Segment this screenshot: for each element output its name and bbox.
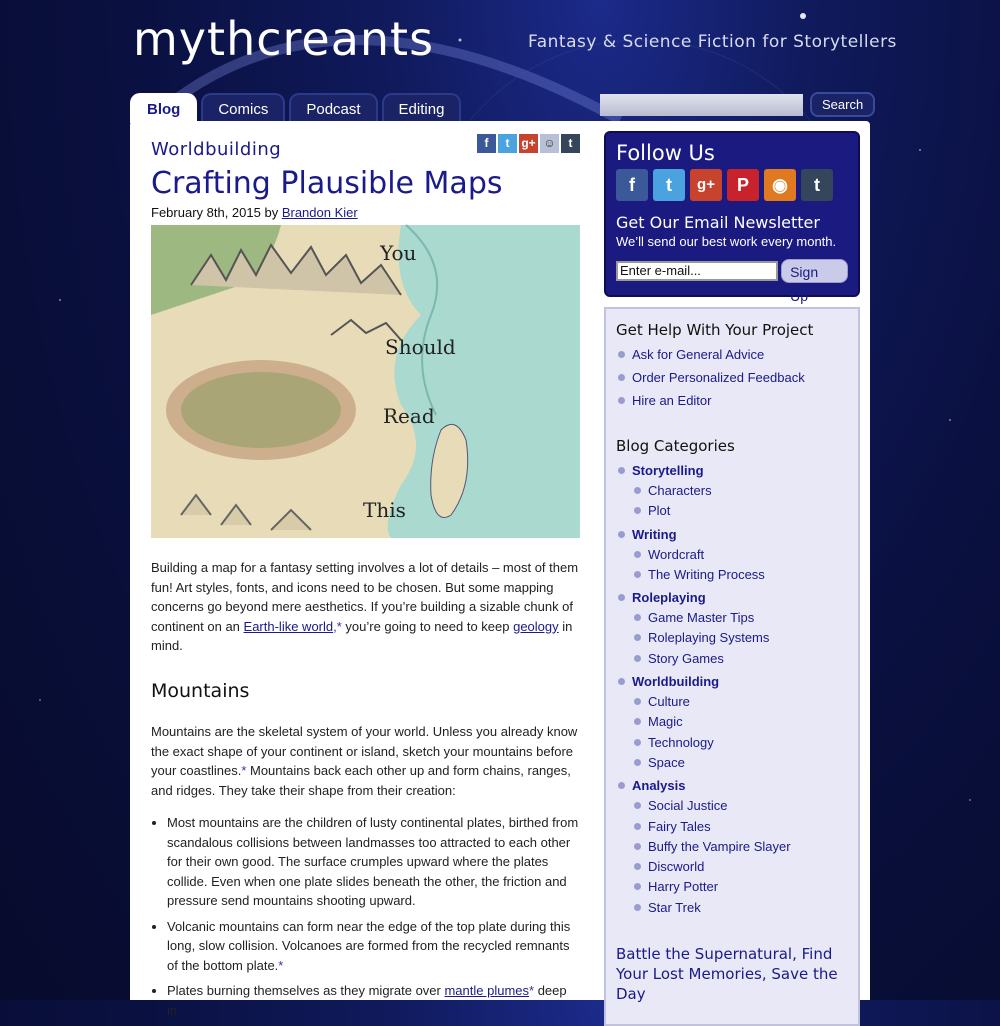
tumblr-icon[interactable]: t <box>561 134 580 153</box>
categories-list <box>616 461 848 918</box>
list-item-text: Plates burning themselves as they migrate over <box>167 983 445 998</box>
help-link[interactable]: Ask for General Advice <box>616 345 848 365</box>
footnote-ref[interactable]: * <box>241 763 247 778</box>
social-icons <box>616 169 848 201</box>
intro-text: in mind. <box>151 618 573 653</box>
subcategory-item[interactable]: Culture <box>616 692 848 712</box>
help-title: Get Help With Your Project <box>616 321 814 339</box>
earth-like-world-link[interactable]: Earth-like world <box>243 618 334 634</box>
follow-us-box <box>604 131 860 304</box>
main-nav-tabs <box>130 93 461 123</box>
facebook-icon[interactable]: f <box>616 169 648 201</box>
help-link[interactable]: Order Personalized Feedback <box>616 368 848 388</box>
site-header <box>0 0 1000 125</box>
author-link[interactable]: Brandon Kier <box>281 205 358 220</box>
map-word: Read <box>383 404 435 428</box>
category-worldbuilding[interactable]: Worldbuilding <box>616 672 848 692</box>
subcategory-item[interactable]: Harry Potter <box>616 877 848 897</box>
search-input[interactable] <box>600 94 803 116</box>
intro-paragraph <box>151 558 580 656</box>
tab-editing[interactable]: Editing <box>382 93 462 123</box>
post-body <box>151 558 580 1020</box>
promo-title[interactable]: Battle the Supernatural, Find Your Lost Memories, Save the Day <box>616 945 838 1004</box>
google-plus-icon[interactable]: g+ <box>690 169 722 201</box>
google-plus-icon[interactable]: g+ <box>519 134 538 153</box>
page-content <box>130 121 870 1018</box>
article <box>151 131 580 1026</box>
subcategory-item[interactable]: Discworld <box>616 857 848 877</box>
newsletter-text: We’ll send our best work every month. <box>616 234 837 249</box>
newsletter-form <box>616 259 848 304</box>
signup-button[interactable]: Sign Up <box>781 259 848 283</box>
subcategory-item[interactable]: Technology <box>616 733 848 753</box>
subcategory-item[interactable]: Fairy Tales <box>616 817 848 837</box>
twitter-icon[interactable]: t <box>498 134 517 153</box>
list-item-text: Volcanic mountains can form near the edge of the top plate during this long, slow collision. Volcanoes are formed from the recycled remnants of the bottom plate. <box>167 918 571 973</box>
site-logo[interactable]: mythcreants <box>133 12 435 66</box>
help-link[interactable]: Hire an Editor <box>616 391 848 411</box>
post-category[interactable]: Worldbuilding <box>151 139 282 160</box>
reddit-icon[interactable]: ☺ <box>540 134 559 153</box>
fantasy-map-image <box>151 225 580 538</box>
subcategory-item[interactable]: Space <box>616 753 848 773</box>
rss-icon[interactable]: ◉ <box>764 169 796 201</box>
list-item <box>167 917 580 976</box>
subcategory-item[interactable]: Game Master Tips <box>616 608 848 628</box>
email-input[interactable]: Enter e-mail... <box>616 261 778 281</box>
subcategory-item[interactable]: Story Games <box>616 649 848 669</box>
footnote-ref[interactable]: ,* <box>333 618 342 634</box>
subcategory-item[interactable]: Buffy the Vampire Slayer <box>616 837 848 857</box>
category-writing[interactable]: Writing <box>616 525 848 545</box>
mountains-text: Mountains are the skeletal system of your world. Unless you already know the exact shape of your continent or island, sketch your mountains before your coastlines. <box>151 724 578 778</box>
subcategory-item[interactable]: Roleplaying Systems <box>616 628 848 648</box>
facebook-icon[interactable]: f <box>477 134 496 153</box>
list-item-text: deep in <box>167 983 567 1018</box>
tab-comics[interactable]: Comics <box>201 93 285 123</box>
subcategory-item[interactable]: Social Justice <box>616 796 848 816</box>
geology-link[interactable]: geology <box>513 618 559 634</box>
categories-title: Blog Categories <box>616 437 735 455</box>
subcategory-item[interactable]: Star Trek <box>616 898 848 918</box>
map-word: Should <box>385 335 456 359</box>
intro-text: you’re going to need to keep <box>341 618 514 634</box>
mantle-plumes-link[interactable]: mantle plumes <box>444 983 530 998</box>
twitter-icon[interactable]: t <box>653 169 685 201</box>
subcategory-item[interactable]: Plot <box>616 501 848 521</box>
tumblr-icon[interactable]: t <box>801 169 833 201</box>
site-tagline: Fantasy & Science Fiction for Storytellers <box>528 32 897 52</box>
tab-blog[interactable]: Blog <box>130 93 197 123</box>
subcategory-item[interactable]: The Writing Process <box>616 565 848 585</box>
intro-text: Building a map for a fantasy setting involves a lot of details – most of them fun! Art styles, fonts, and icons need to be chosen. But some mapping concerns go beyond mere aesthetics. If you’re building a sizable chunk of continent on an <box>151 560 579 634</box>
subcategory-item[interactable]: Characters <box>616 481 848 501</box>
map-word: This <box>363 498 406 522</box>
footnote-ref[interactable]: * <box>278 957 284 973</box>
map-illustration <box>151 225 580 538</box>
section-heading-mountains: Mountains <box>151 679 250 702</box>
mountains-text: Mountains back each other up and form chains, ranges, and ridges. They take their shape from their creation: <box>151 763 571 798</box>
mountain-types-list <box>151 813 580 1020</box>
post-meta <box>151 205 580 220</box>
list-item: • Most mountains are the children of lusty continental plates, birthed from scandalous collisions between landmasses too attracted to each other for their own good. The surface crumples upward where the plates collide. Even when one plate slides beneath the other, the friction and pressure send mountains shooting upward. <box>167 813 580 911</box>
newsletter-title: Get Our Email Newsletter <box>616 213 820 232</box>
sidebar <box>604 131 860 1026</box>
tab-podcast[interactable]: Podcast <box>289 93 377 123</box>
mountains-paragraph <box>151 722 580 800</box>
pinterest-icon[interactable]: P <box>727 169 759 201</box>
follow-title: Follow Us <box>616 141 715 165</box>
subcategory-item[interactable]: Wordcraft <box>616 545 848 565</box>
post-date: February 8th, 2015 by <box>151 205 279 220</box>
category-roleplaying[interactable]: Roleplaying <box>616 588 848 608</box>
help-links <box>616 345 848 411</box>
post-title: Crafting Plausible Maps <box>151 166 503 201</box>
category-analysis[interactable]: Analysis <box>616 776 848 796</box>
list-item <box>167 981 580 1020</box>
help-box <box>604 307 860 1026</box>
category-storytelling[interactable]: Storytelling <box>616 461 848 481</box>
map-word: You <box>380 241 417 265</box>
search-button[interactable]: Search <box>810 92 875 117</box>
share-icons <box>477 134 580 153</box>
subcategory-item[interactable]: Magic <box>616 712 848 732</box>
footnote-ref[interactable]: * <box>529 983 535 998</box>
